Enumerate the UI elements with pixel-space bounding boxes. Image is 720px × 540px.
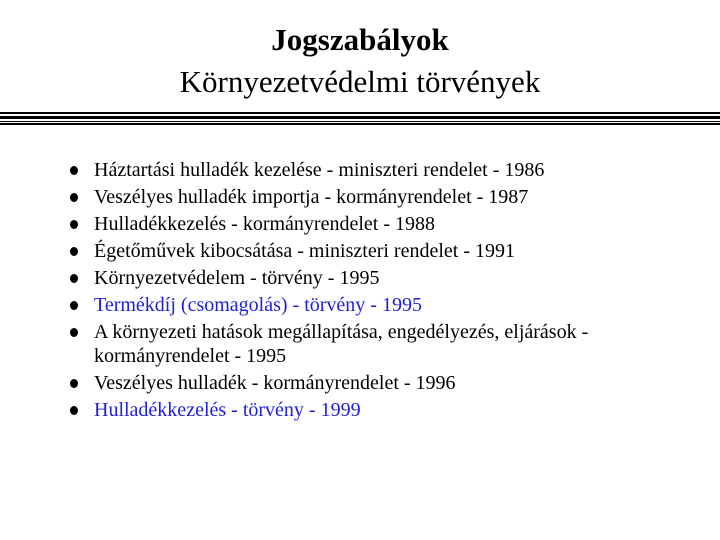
divider-line xyxy=(0,112,720,114)
title-divider xyxy=(0,112,720,126)
list-item xyxy=(64,185,704,209)
bullet-icon xyxy=(70,406,78,415)
list-item-link[interactable]: Termékdíj (csomagolás) - törvény - 1995 xyxy=(94,294,422,316)
list-item[interactable] xyxy=(64,293,704,317)
list-item xyxy=(64,266,704,290)
divider-line xyxy=(0,121,720,122)
slide-subtitle: Környezetvédelmi törvények xyxy=(179,64,541,99)
slide-title: Jogszabályok xyxy=(271,22,449,57)
list-item xyxy=(64,212,704,236)
list-item xyxy=(64,239,704,263)
bullet-icon xyxy=(70,166,78,175)
bullet-icon xyxy=(70,247,78,256)
list-item-text: Veszélyes hulladék importja - kormányrendelet - 1987 xyxy=(94,186,529,208)
bullet-icon xyxy=(70,301,78,310)
list-item-text: Háztartási hulladék kezelése - miniszteri rendelet - 1986 xyxy=(94,159,545,181)
list-item xyxy=(64,158,704,182)
bullet-icon xyxy=(70,220,78,229)
list-item-text: Környezetvédelem - törvény - 1995 xyxy=(94,267,380,289)
divider-line xyxy=(0,123,720,125)
bullet-icon xyxy=(70,193,78,202)
list-item xyxy=(64,371,704,395)
list-item-text: A környezeti hatások megállapítása, engedélyezés, eljárások - kormányrendelet - 1995 xyxy=(94,321,589,367)
bullet-icon xyxy=(70,379,78,388)
list-item[interactable] xyxy=(64,398,704,422)
title-block xyxy=(0,22,720,100)
list-item-text: Veszélyes hulladék - kormányrendelet - 1996 xyxy=(94,372,456,394)
divider-line xyxy=(0,116,720,119)
list-item-link[interactable]: Hulladékkezelés - törvény - 1999 xyxy=(94,399,361,421)
bullet-icon xyxy=(70,274,78,283)
list-item-text: Hulladékkezelés - kormányrendelet - 1988 xyxy=(94,213,435,235)
legislation-list xyxy=(64,158,704,425)
list-item xyxy=(64,320,704,368)
bullet-icon xyxy=(70,328,78,337)
list-item-text: Égetőművek kibocsátása - miniszteri rendelet - 1991 xyxy=(94,240,515,262)
